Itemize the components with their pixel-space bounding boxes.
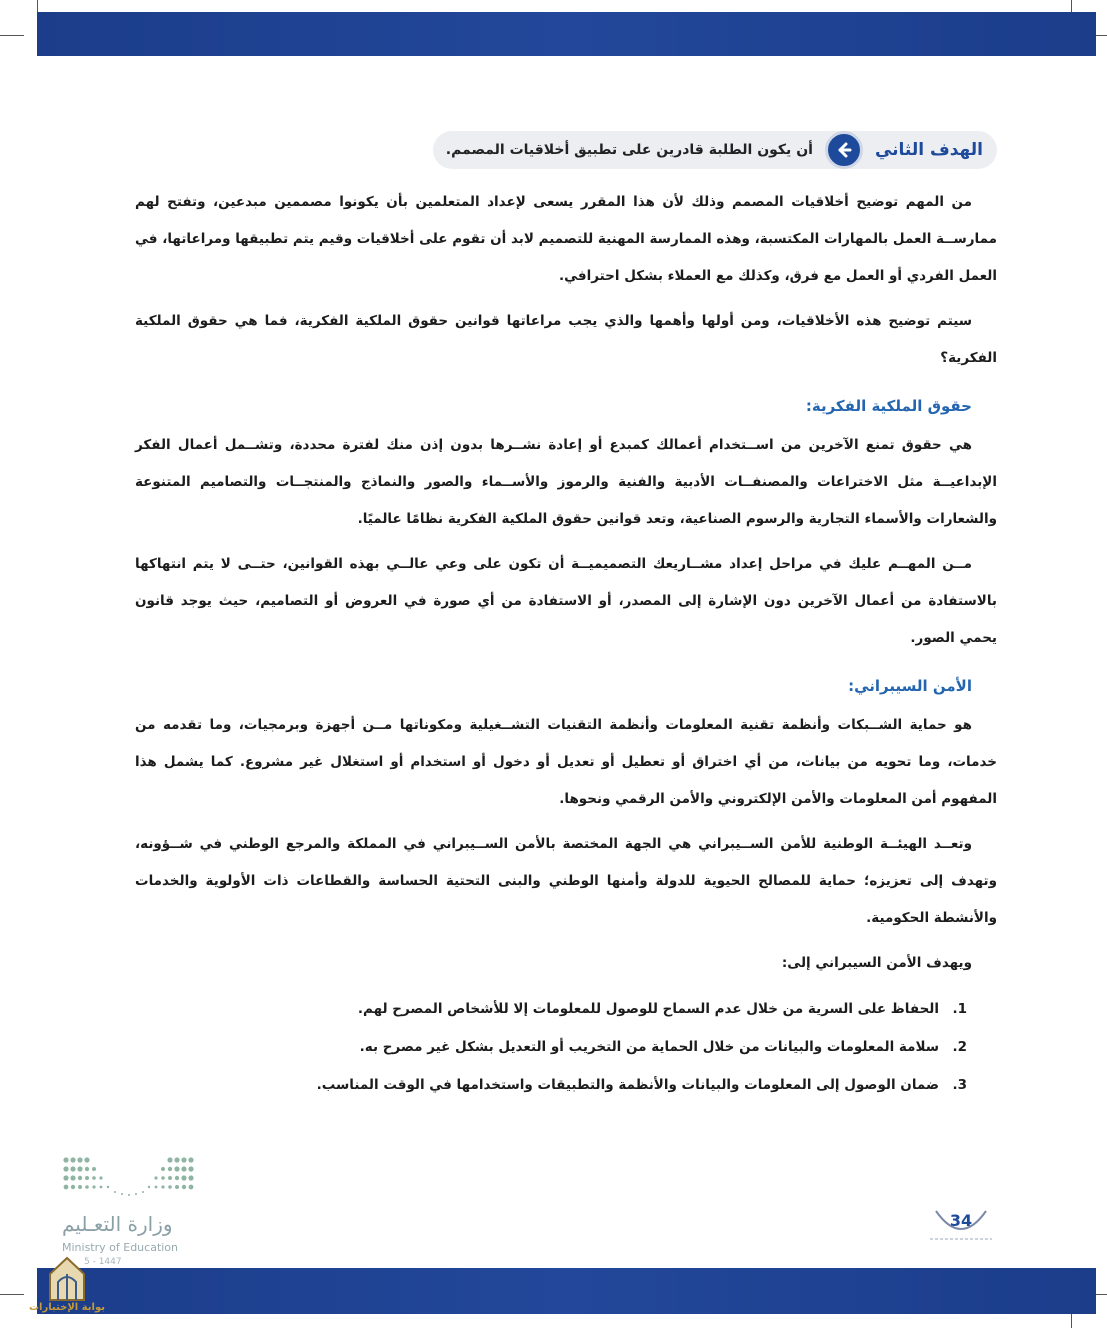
page-number <box>930 1205 992 1243</box>
list-number: 2. <box>952 1039 967 1055</box>
page-content <box>135 184 997 1104</box>
crop-mark <box>0 35 24 36</box>
goals-list <box>135 990 997 1104</box>
list-item <box>135 990 967 1028</box>
ministry-name-ar: وزارة التعـليم <box>62 1212 173 1236</box>
watermark-emblem-icon <box>28 1254 106 1304</box>
crop-mark <box>0 1294 24 1295</box>
edition-year: 5 - 1447 <box>84 1257 122 1267</box>
objective-label: الهدف الثاني <box>874 140 983 160</box>
list-text: الحفاظ على السرية من خلال عدم السماح للوصول للمعلومات إلا للأشخاص المصرح لهم. <box>357 1001 939 1017</box>
list-number: 1. <box>952 1001 967 1017</box>
dots-pattern-icon <box>60 1152 200 1207</box>
paragraph: هو حماية الشــبكات وأنظمة تقنية المعلومات وأنظمة التقنيات التشــغيلية ومكوناتها مــن أجهزة وبرمجيات، وما تقدمه من خدمات، وما تحويه من بيانات، من أي اختراق أو تعطيل أو تعديل أو دخول أو استخدام أو استغلال غير مشروع. كما يشمل هذا المفهوم أمن المعلومات والأمن الإلكتروني والأمن الرقمي ونحوها. <box>135 717 997 807</box>
arrow-left-icon <box>825 131 863 169</box>
list-item <box>135 1066 967 1104</box>
paragraph: مــن المهــم عليك في مراحل إعداد مشــاريعك التصميميــة أن تكون على وعي عالــي بهذه القوانين، حتــى لا يتم انتهاكها بالاستفادة من أعمال الآخرين دون الإشارة إلى المصدر، أو الاستفادة من أي صورة في العروض أو التصاميم، حيث يوجد قانون يحمي الصور. <box>135 556 997 646</box>
objective-text: أن يكون الطلبة قادرين على تطبيق أخلاقيات المصمم. <box>445 142 813 158</box>
ministry-logo <box>60 1152 200 1267</box>
watermark <box>28 1254 106 1322</box>
objective-banner <box>433 131 997 169</box>
section-heading-ip: حقوق الملكية الفكرية: <box>805 397 972 415</box>
paragraph: سيتم توضيح هذه الأخلاقيات، ومن أولها وأهمها والذي يجب مراعاتها قوانين حقوق الملكية الفكرية، فما هي حقوق الملكية الفكرية؟ <box>135 313 997 366</box>
list-text: ضمان الوصول إلى المعلومات والبيانات والأنظمة والتطبيقات واستخدامها في الوقت المناسب. <box>316 1077 939 1093</box>
paragraph: وتعــد الهيئــة الوطنية للأمن الســيبراني هي الجهة المختصة بالأمن الســيبراني في المملكة والمرجع الوطني في شــؤونه، وتهدف إلى تعزيزه؛ حماية للمصالح الحيوية للدولة وأمنها الوطني والبنى التحتية الحساسة والقطاعات ذات الأولوية والخدمات والأنشطة الحكومية. <box>135 836 997 926</box>
section-heading-cyber: الأمن السيبراني: <box>848 677 972 695</box>
footer-band <box>37 1268 1096 1314</box>
page-number-text: 34 <box>949 1211 973 1230</box>
list-item <box>135 1028 967 1066</box>
list-text: سلامة المعلومات والبيانات من خلال الحماية من التخريب أو التعديل بشكل غير مصرح به. <box>359 1039 939 1055</box>
paragraph: من المهم توضيح أخلاقيات المصمم وذلك لأن هذا المقرر يسعى لإعداد المتعلمين بأن يكونوا مصممين مبدعين، وتفتح لهم ممارســة العمل بالمهارات المكتسبة، وهذه الممارسة المهنية للتصميم لابد أن تقوم على أخلاقيات وقيم يتم تطبيقها ومراعاتها، في العمل الفردي أو العمل مع فرق، وكذلك مع العملاء بشكل احترافي. <box>135 194 997 284</box>
list-number: 3. <box>952 1077 967 1093</box>
ministry-name-en: Ministry of Education <box>62 1241 179 1254</box>
watermark-text: بوابة الإختبارات <box>29 1302 105 1313</box>
paragraph: ويهدف الأمن السيبراني إلى: <box>781 955 972 971</box>
header-band <box>37 12 1096 56</box>
paragraph: هي حقوق تمنع الآخرين من اســتخدام أعمالك كمبدع أو إعادة نشــرها بدون إذن منك لفترة محددة، وتشــمل أعمال الفكر الإبداعيــة مثل الاختراعات والمصنفــات الأدبية والفنية والرموز والأســماء والصور والنماذج والمنتجــات والتصاميم المتنوعة والشعارات والأسماء التجارية والرسوم الصناعية، وتعد قوانين حقوق الملكية الفكرية نظامًا عالميًا. <box>135 437 997 527</box>
